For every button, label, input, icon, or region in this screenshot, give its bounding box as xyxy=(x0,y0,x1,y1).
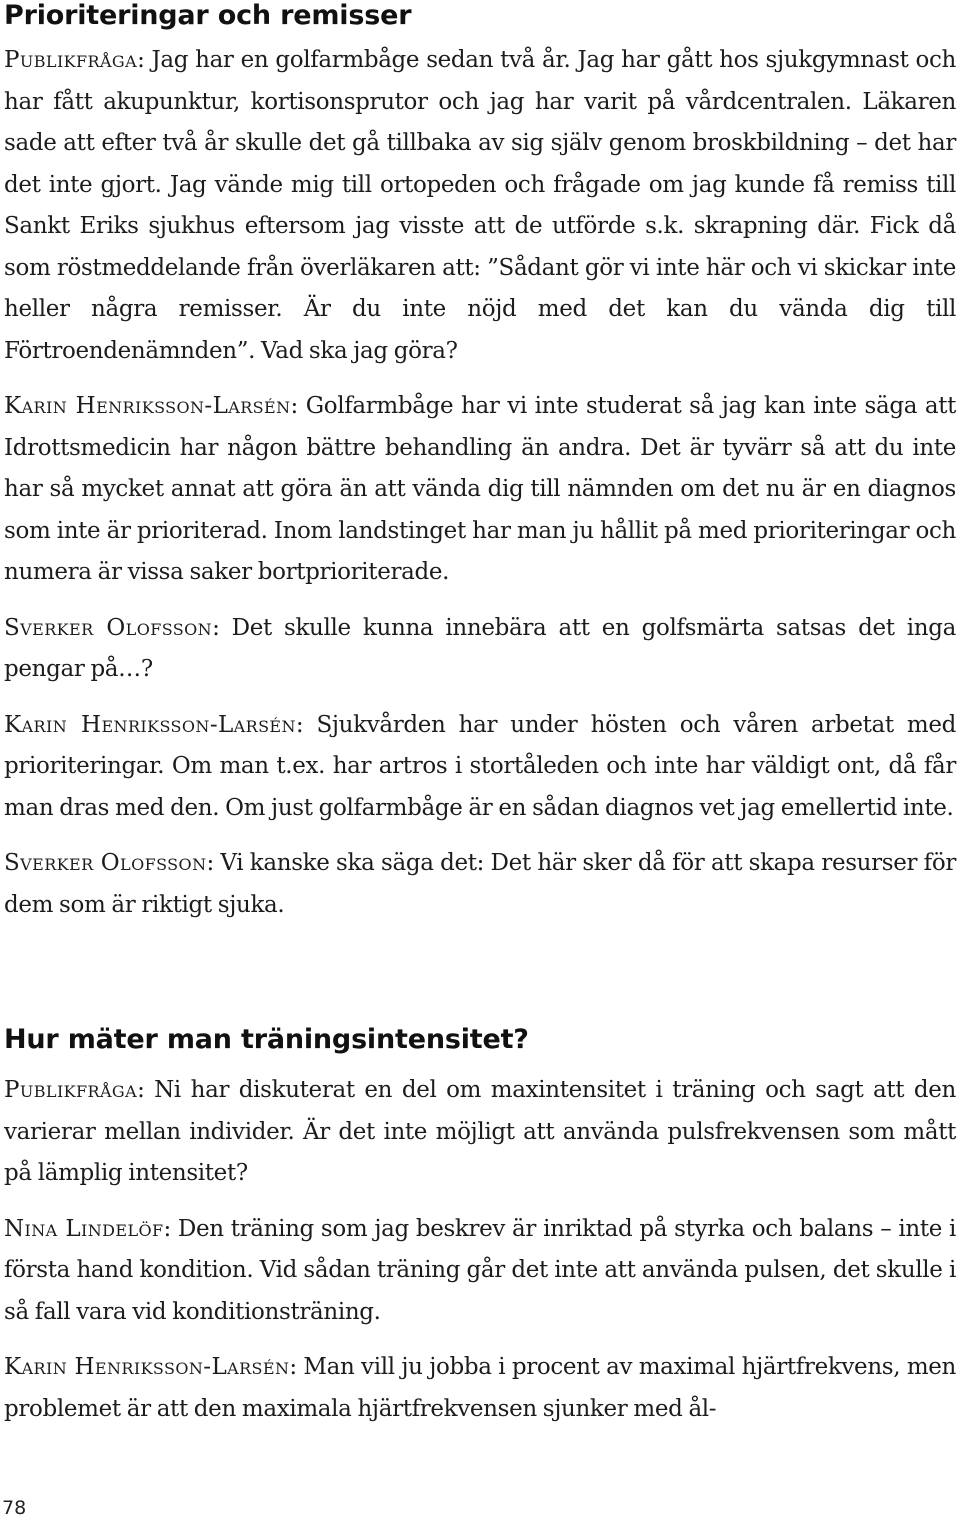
paragraph-text: Den träning som jag beskrev är inriktad på styrka och balans – inte i första hand kondition. Vid sådan träning går det inte att använda pulsen, det skulle i så fall vara vid konditionsträning. xyxy=(4,1215,956,1325)
paragraph-text: Vi kanske ska säga det: Det här sker då för att skapa resurser för dem som är riktigt sjuka. xyxy=(4,850,956,918)
page-number: 78 xyxy=(2,1497,27,1519)
speaker-name: Nina Lindelöf xyxy=(4,1215,164,1242)
speaker-name: Karin Henriksson-Larsén xyxy=(4,393,291,419)
section-body xyxy=(4,1070,956,1444)
paragraph: Publikfråga: Jag har en golfarmbåge sedan två år. Jag har gått hos sjukgymnast och har fått akupunktur, kortisonsprutor och jag har varit på vårdcentralen. Läkaren sade att efter två år skulle det gå tillbaka av sig själv genom broskbildning – det har det inte gjort. Jag vände mig till ortopeden och frågade om jag kunde få remiss till Sankt Eriks sjukhus eftersom jag visste att de utförde s.k. skrapning där. Fick då som röstmeddelande från överläkaren att: ”Sådant gör vi inte här och vi skickar inte heller några remisser. Är du inte nöjd med det kan du vända dig till Förtroendenämnden”. Vad ska jag göra? xyxy=(4,47,956,364)
paragraph-text: Ni har diskuterat en del om maxintensitet i träning och sagt att den varierar mellan individer. Är det inte möjligt att använda pulsfrekvensen som mått på lämplig intensitet? xyxy=(4,1077,956,1186)
paragraph: Publikfråga: Ni har diskuterat en del om maxintensitet i träning och sagt att den varierar mellan individer. Är det inte möjligt att använda pulsfrekvensen som mått på lämplig intensitet? xyxy=(4,1077,956,1186)
paragraph-text: Man vill ju jobba i procent av maximal hjärtfrekvens, men problemet är att den maximala hjärtfrekvensen sjunker med ål- xyxy=(4,1354,956,1422)
section-heading: Hur mäter man träningsintensitet? xyxy=(4,1024,529,1055)
paragraph-text: Det skulle kunna innebära att en golfsmärta satsas det inga pengar på…? xyxy=(4,614,956,682)
speaker-name: Publikfråga xyxy=(4,47,138,73)
paragraph: Karin Henriksson-Larsén: Golfarmbåge har vi inte studerat så jag kan inte säga att Idrottsmedicin har någon bättre behandling än andra. Det är tyvärr så att du inte har så mycket annat att göra än att vända dig till nämnden om det nu är en diagnos som inte är prioriterad. Inom landstinget har man ju hållit på med prioriteringar och numera är vissa saker bortprioriterade. xyxy=(4,393,956,585)
paragraph: Sverker Olofsson: Vi kanske ska säga det: Det här sker då för att skapa resurser för dem som är riktigt sjuka. xyxy=(4,850,956,918)
speaker-name: Publikfråga xyxy=(4,1077,138,1103)
speaker-name: Sverker Olofsson xyxy=(4,850,207,876)
speaker-name: Karin Henriksson-Larsén xyxy=(4,711,296,738)
paragraph: Nina Lindelöf: Den träning som jag beskrev är inriktad på styrka och balans – inte i första hand kondition. Vid sådan träning går det inte att använda pulsen, det skulle i så fall vara vid konditionsträning. xyxy=(4,1215,956,1325)
paragraph: Karin Henriksson-Larsén: Man vill ju jobba i procent av maximal hjärtfrekvens, men problemet är att den maximala hjärtfrekvensen sjunker med ål- xyxy=(4,1354,956,1422)
paragraph: Sverker Olofsson: Det skulle kunna innebära att en golfsmärta satsas det inga pengar på…? xyxy=(4,614,956,682)
speaker-name: Sverker Olofsson xyxy=(4,614,213,641)
paragraph-text: Jag har en golfarmbåge sedan två år. Jag har gått hos sjukgymnast och har fått akupunktur, kortisonsprutor och jag har varit på vårdcentralen. Läkaren sade att efter två år skulle det gå tillbaka av sig själv genom broskbildning – det har det inte gjort. Jag vände mig till ortopeden och frågade om jag kunde få remiss till Sankt Eriks sjukhus eftersom jag visste att de utförde s.k. skrapning där. Fick då som röstmeddelande från överläkaren att: ”Sådant gör vi inte här och vi skickar inte heller några remisser. Är du inte nöjd med det kan du vända dig till Förtroendenämnden”. Vad ska jag göra? xyxy=(4,47,956,364)
section-body xyxy=(4,40,956,940)
speaker-name: Karin Henriksson-Larsén xyxy=(4,1354,290,1380)
paragraph: Karin Henriksson-Larsén: Sjukvården har under hösten och våren arbetat med prioriteringar. Om man t.ex. har artros i stortåleden och inte har väldigt ont, då får man dras med den. Om just golfarmbåge är en sådan diagnos vet jag emellertid inte. xyxy=(4,711,957,821)
paragraph-text: Golfarmbåge har vi inte studerat så jag kan inte säga att Idrottsmedicin har någon bättre behandling än andra. Det är tyvärr så att du inte har så mycket annat att göra än att vända dig till nämnden om det nu är en diagnos som inte är prioriterad. Inom landstinget har man ju hållit på med prioriteringar och numera är vissa saker bortprioriterade. xyxy=(4,393,956,585)
section-heading: Prioriteringar och remisser xyxy=(4,0,412,31)
paragraph-text: Sjukvården har under hösten och våren arbetat med prioriteringar. Om man t.ex. har artros i stortåleden och inte har väldigt ont, då får man dras med den. Om just golfarmbåge är en sådan diagnos vet jag emellertid inte. xyxy=(4,711,957,821)
